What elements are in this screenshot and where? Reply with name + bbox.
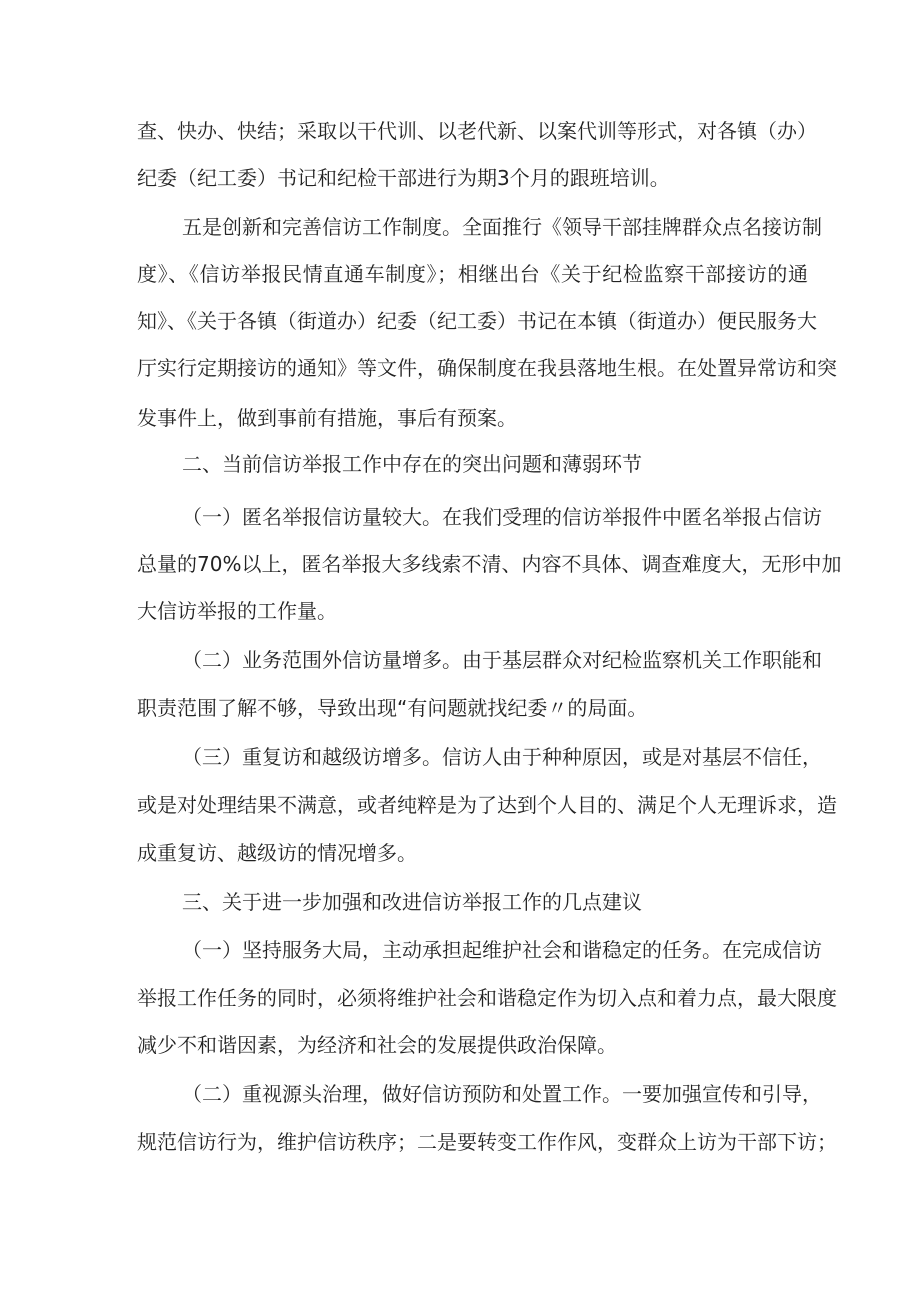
text-line: 查、快办、快结；采取以干代训、以老代新、以案代训等形式，对各镇（办） — [137, 119, 817, 143]
text-line: 发事件上，做到事前有措施，事后有预案。 — [137, 406, 517, 430]
text-line: （二）业务范围外信访量增多。由于基层群众对纪检监察机关工作职能和 — [182, 648, 822, 672]
text-line: （一）匿名举报信访量较大。在我们受理的信访举报件中匿名举报占信访 — [182, 505, 822, 529]
text-line: 五是创新和完善信访工作制度。全面推行《领导干部挂牌群众点名接访制 — [182, 215, 822, 239]
text-line: 纪委（纪工委）书记和纪检干部进行为期3个月的跟班培训。 — [137, 166, 670, 190]
text-line: 总量的70%以上，匿名举报大多线索不清、内容不具体、调查难度大，无形中加 — [137, 552, 842, 576]
text-line: 三、关于进一步加强和改进信访举报工作的几点建议 — [182, 890, 642, 914]
text-line: 规范信访行为，维护信访秩序；二是要转变工作作风，变群众上访为干部下访； — [137, 1130, 837, 1154]
text-line: 或是对处理结果不满意，或者纯粹是为了达到个人目的、满足个人无理诉求，造 — [137, 793, 837, 817]
text-line: 知》、《关于各镇（街道办）纪委（纪工委）书记在本镇（街道办）便民服务大 — [137, 309, 817, 333]
text-line: 厅实行定期接访的通知》等文件，确保制度在我县落地生根。在处置异常访和突 — [137, 356, 837, 380]
text-line: （一）坚持服务大局，主动承担起维护社会和谐稳定的任务。在完成信访 — [182, 938, 822, 962]
text-line: 二、当前信访举报工作中存在的突出问题和薄弱环节 — [182, 452, 642, 476]
text-line: 减少不和谐因素，为经济和社会的发展提供政治保障。 — [137, 1033, 617, 1057]
text-line: 度》、《信访举报民情直通车制度》；相继出台《关于纪检监察干部接访的通 — [137, 262, 808, 286]
text-line: （三）重复访和越级访增多。信访人由于种种原因，或是对基层不信任， — [182, 745, 822, 769]
text-line: 举报工作任务的同时，必须将维护社会和谐稳定作为切入点和着力点，最大限度 — [137, 986, 837, 1010]
text-line: 职责范围了解不够，导致出现“有问题就找纪委〃的局面。 — [137, 696, 648, 720]
text-line: （二）重视源头治理，做好信访预防和处置工作。一要加强宣传和引导， — [182, 1082, 822, 1106]
text-line: 大信访举报的工作量。 — [137, 599, 337, 623]
text-line: 成重复访、越级访的情况增多。 — [137, 841, 417, 865]
